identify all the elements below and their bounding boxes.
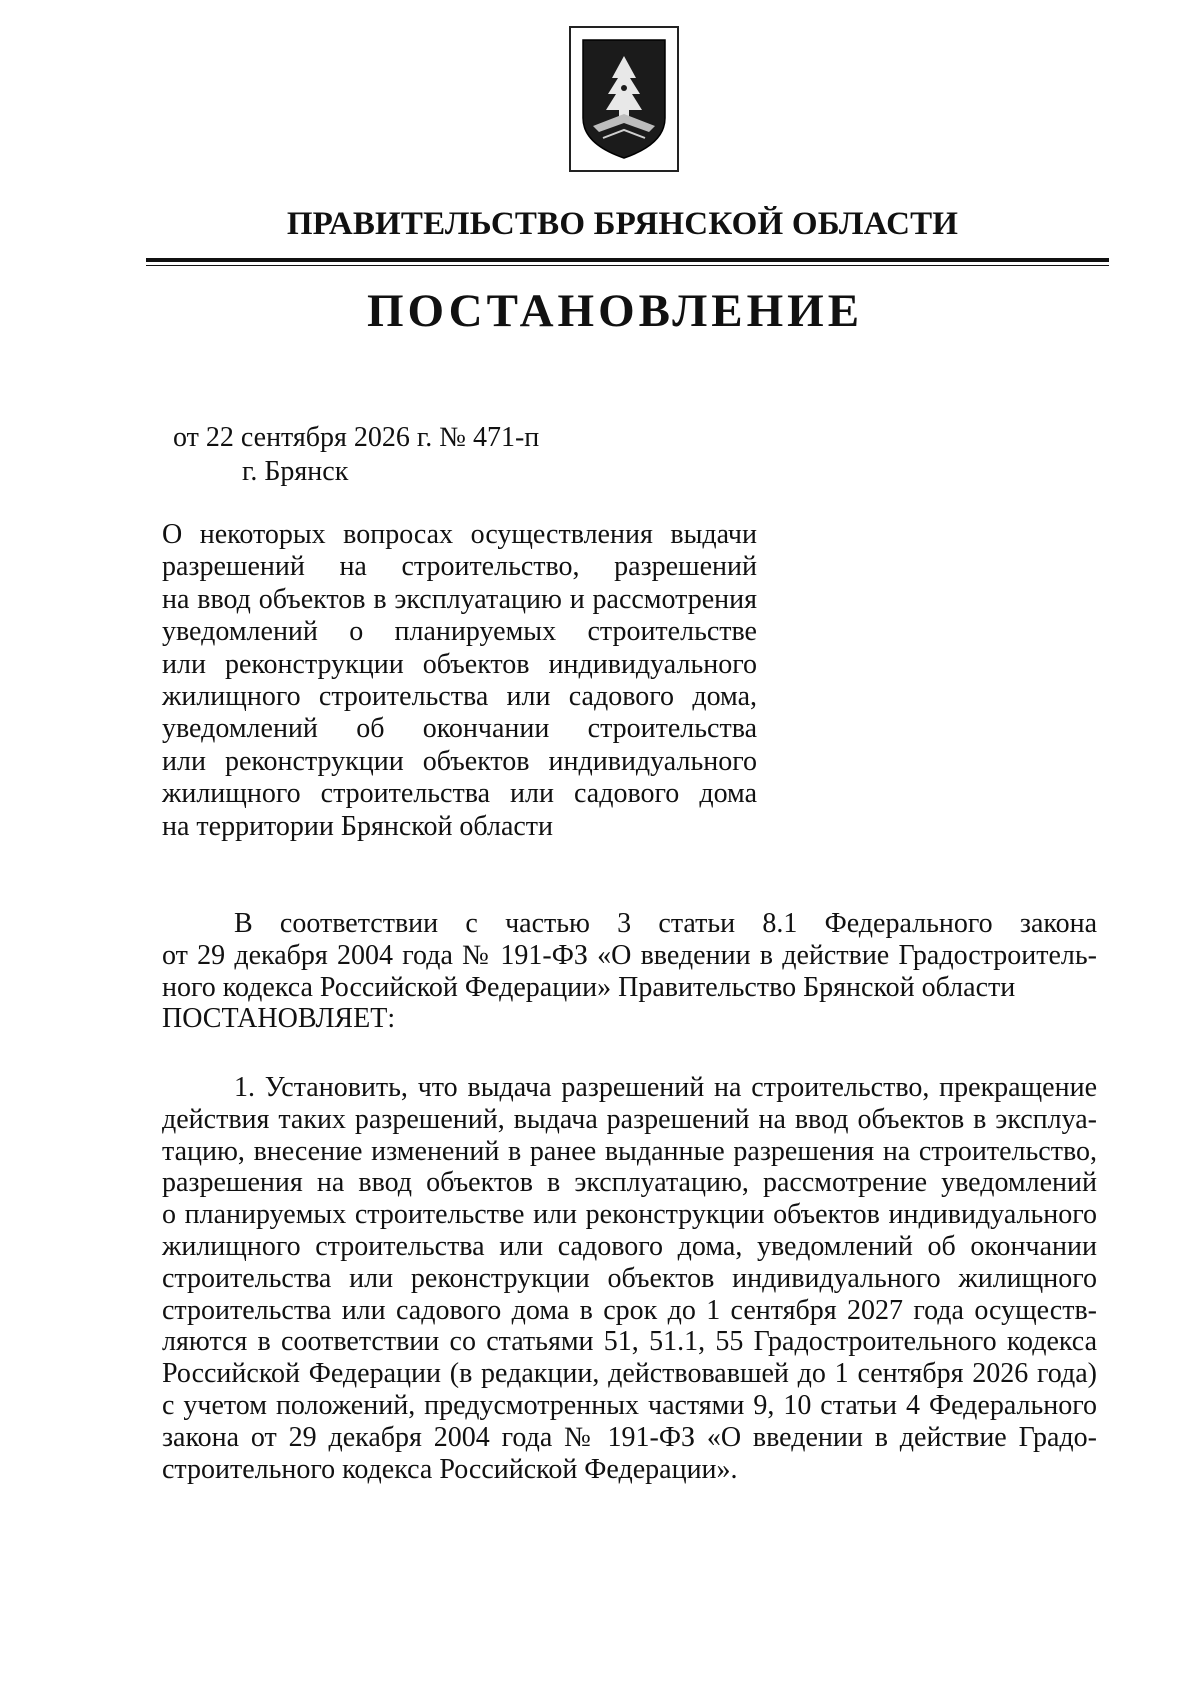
item-1-line: ляются в соответствии со статьями 51, 51.1, 55 Градостроительного кодекса [162, 1326, 1097, 1358]
item-1-line: о планируемых строительстве или реконструкции объектов индивидуального [162, 1199, 1097, 1231]
organization-title: ПРАВИТЕЛЬСТВО БРЯНСКОЙ ОБЛАСТИ [286, 206, 959, 242]
preamble-line: от 29 декабря 2004 года № 191-ФЗ «О введении в действие Градостроитель- [162, 939, 1097, 971]
item-1-paragraph [162, 1072, 1097, 1485]
date-and-number: от 22 сентября 2026 г. № 471-п [173, 422, 540, 453]
item-1-line: строительства или реконструкции объектов индивидуального жилищного [162, 1262, 1097, 1294]
preamble-line: В соответствии с частью 3 статьи 8.1 Федерального закона [234, 908, 1097, 939]
subject-line: или реконструкции объектов индивидуального [162, 648, 757, 680]
item-1-line: строительства или садового дома в срок до 1 сентября 2027 года осуществ- [162, 1294, 1097, 1326]
preamble-paragraph [162, 908, 1097, 1035]
subject-line: жилищного строительства или садового дома, [162, 680, 757, 712]
subject-line: уведомлений об окончании строительства [162, 713, 757, 745]
item-1-line: 1. Установить, что выдача разрешений на строительство, прекращение [234, 1072, 1097, 1103]
item-1-line: строительного кодекса Российской Федерации». [162, 1453, 738, 1485]
subject-line: жилищного строительства или садового дома [162, 778, 757, 810]
item-1-line: с учетом положений, предусмотренных частями 9, 10 статьи 4 Федерального [162, 1389, 1097, 1421]
item-1-line: закона от 29 декабря 2004 года № 191-ФЗ «О введении в действие Градо- [162, 1421, 1097, 1453]
city: г. Брянск [242, 456, 349, 487]
header-rule-thick [146, 258, 1109, 262]
subject-line: уведомлений о планируемых строительстве [162, 616, 757, 648]
preamble-line: ного кодекса Российской Федерации» Правительство Брянской области [162, 971, 1016, 1003]
subject-line: разрешений на строительство, разрешений [162, 551, 757, 583]
document-subject [162, 519, 757, 843]
item-1-line: тацию, внесение изменений в ранее выданные разрешения на строительство, [162, 1135, 1097, 1167]
coat-of-arms-emblem [569, 26, 679, 172]
subject-line: О некоторых вопросах осуществления выдачи [162, 519, 757, 550]
header-rule-thin [146, 265, 1109, 266]
item-1-line: Российской Федерации (в редакции, действовавшей до 1 сентября 2026 года) [162, 1358, 1097, 1390]
document-type-title: ПОСТАНОВЛЕНИЕ [366, 285, 864, 337]
subject-line: или реконструкции объектов индивидуального [162, 745, 757, 777]
item-1-line: действия таких разрешений, выдача разрешений на ввод объектов в эксплуа- [162, 1103, 1097, 1135]
subject-line: на территории Брянской области [162, 810, 554, 842]
item-1-line: разрешения на ввод объектов в эксплуатацию, рассмотрение уведомлений [162, 1167, 1097, 1199]
preamble-line: ПОСТАНОВЛЯЕТ: [162, 1003, 396, 1035]
subject-line: на ввод объектов в эксплуатацию и рассмотрения [162, 583, 757, 615]
item-1-line: жилищного строительства или садового дома, уведомлений об окончании [162, 1230, 1097, 1262]
